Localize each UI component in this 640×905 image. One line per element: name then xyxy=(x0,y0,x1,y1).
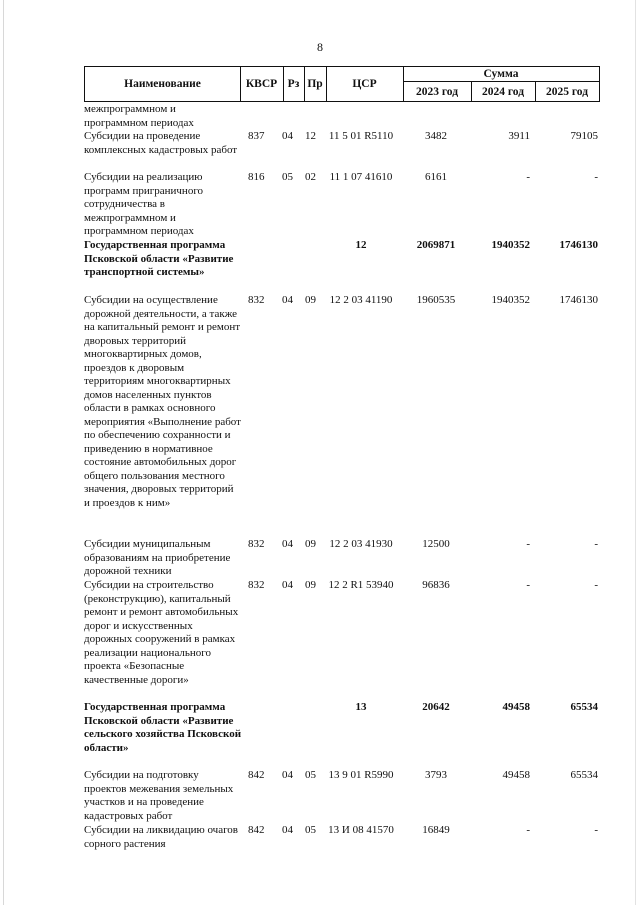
header-rz: Рз xyxy=(283,67,305,101)
row-csr: 12 2 R1 53940 xyxy=(328,579,394,591)
row-name: Субсидии на строительство (реконструкцию), капитальный ремонт и ремонт автомобильных дорог и искусственных дорожных сооружений в рамках реализации национального проекта «Безопасные качественные дороги» xyxy=(84,579,239,686)
table-row xyxy=(84,769,600,824)
row-2024: 49458 xyxy=(502,701,530,713)
scan-edge-left xyxy=(3,0,4,905)
header-pr: Пр xyxy=(304,67,327,101)
header-year-2023: 2023 год xyxy=(403,82,472,102)
row-2025: 1746130 xyxy=(559,294,598,306)
row-2023: 6161 xyxy=(425,171,447,183)
row-name: Субсидии муниципальным образованиям на приобретение дорожной техники xyxy=(84,538,231,577)
table-row xyxy=(84,824,600,854)
table-row xyxy=(84,294,600,538)
table-header xyxy=(84,66,600,102)
row-2025: 1746130 xyxy=(559,239,598,251)
row-2024: 1940352 xyxy=(491,239,530,251)
row-pr: 05 xyxy=(305,769,316,781)
page-number: 8 xyxy=(317,40,323,54)
row-csr: 11 1 07 41610 xyxy=(329,171,393,183)
row-2023: 16849 xyxy=(422,824,450,836)
row-name: Субсидии на осуществление дорожной деятельности, а также на капитальный ремонт и ремонт дворовых территорий многоквартирных домов, проездов к дворовым территориям многоквартирных домов населенных пунктов области в рамках основного мероприятия «Выполнение работ по обеспечению сохранности и приведению в нормативное состояние автомобильных дорог общего пользования местного значения, дворовых территорий и проездов к ним» xyxy=(84,294,241,509)
row-name: межпрограммном и программном периодах xyxy=(84,103,194,129)
row-csr: 12 xyxy=(355,239,367,251)
row-2025: 65534 xyxy=(570,701,598,713)
row-csr: 11 5 01 R5110 xyxy=(328,130,394,142)
header-name: Наименование xyxy=(85,67,241,101)
row-name: Государственная программа Псковской области «Развитие сельского хозяйства Псковской области» xyxy=(84,701,242,754)
row-2023: 3793 xyxy=(425,769,447,781)
row-2025: - xyxy=(594,171,598,183)
row-2023: 1960535 xyxy=(416,294,456,306)
table-row-program xyxy=(84,701,600,769)
row-pr: 02 xyxy=(305,171,316,183)
row-rz: 04 xyxy=(282,579,293,591)
scan-edge-right xyxy=(635,0,636,905)
row-rz: 04 xyxy=(282,130,293,142)
row-rz: 05 xyxy=(282,171,293,183)
row-2024: - xyxy=(526,579,530,591)
row-2023: 3482 xyxy=(425,130,447,142)
row-rz: 04 xyxy=(282,294,293,306)
row-pr: 09 xyxy=(305,538,316,550)
row-rz: 04 xyxy=(282,538,293,550)
header-kvsr: КВСР xyxy=(240,67,284,101)
row-kvsr: 842 xyxy=(248,824,265,836)
row-pr: 09 xyxy=(305,579,316,591)
row-csr: 12 2 03 41930 xyxy=(329,538,393,550)
row-kvsr: 816 xyxy=(248,171,265,183)
row-kvsr: 832 xyxy=(248,579,265,591)
row-2025: - xyxy=(594,579,598,591)
row-pr: 05 xyxy=(305,824,316,836)
row-csr: 13 xyxy=(355,701,367,713)
row-2025: - xyxy=(594,824,598,836)
row-kvsr: 832 xyxy=(248,538,265,550)
row-name: Субсидии на ликвидацию очагов сорного растения xyxy=(84,824,239,850)
row-2024: 3911 xyxy=(508,130,530,142)
header-year-2025: 2025 год xyxy=(545,86,589,98)
row-2024: - xyxy=(526,171,530,183)
row-name: Субсидии на проведение комплексных кадастровых работ xyxy=(84,130,238,156)
row-csr: 13 И 08 41570 xyxy=(328,824,394,836)
table-row xyxy=(84,579,600,701)
row-2025: 79105 xyxy=(570,130,598,142)
table-row xyxy=(84,171,600,239)
table-row xyxy=(84,103,600,130)
row-csr: 12 2 03 41190 xyxy=(329,294,393,306)
row-csr: 13 9 01 R5990 xyxy=(328,769,394,781)
header-sum: Сумма xyxy=(403,67,599,82)
table-row xyxy=(84,130,600,171)
row-2025: 65534 xyxy=(570,769,598,781)
row-rz: 04 xyxy=(282,769,293,781)
row-2023: 96836 xyxy=(422,579,450,591)
row-kvsr: 837 xyxy=(248,130,265,142)
row-pr: 12 xyxy=(305,130,316,142)
row-name: Субсидии на реализацию программ приграничного сотрудничества в межпрограммном и программном периодах xyxy=(84,171,204,237)
row-2024: 1940352 xyxy=(491,294,530,306)
row-name: Субсидии на подготовку проектов межевания земельных участков и на проведение кадастровых работ xyxy=(84,769,234,822)
table-row-program xyxy=(84,239,600,294)
row-2025: - xyxy=(594,538,598,550)
row-kvsr: 842 xyxy=(248,769,265,781)
row-2024: - xyxy=(526,538,530,550)
header-csr: ЦСР xyxy=(326,67,404,101)
row-name: Государственная программа Псковской области «Развитие транспортной системы» xyxy=(84,239,234,278)
row-2023: 20642 xyxy=(422,701,450,713)
header-year-2024: 2024 год xyxy=(471,82,536,102)
row-2023: 12500 xyxy=(422,538,450,550)
table-body xyxy=(84,103,600,854)
row-kvsr: 832 xyxy=(248,294,265,306)
row-pr: 09 xyxy=(305,294,316,306)
row-2023: 2069871 xyxy=(416,239,456,251)
row-2024: - xyxy=(526,824,530,836)
table-row xyxy=(84,538,600,579)
row-2024: 49458 xyxy=(502,769,530,781)
row-rz: 04 xyxy=(282,824,293,836)
